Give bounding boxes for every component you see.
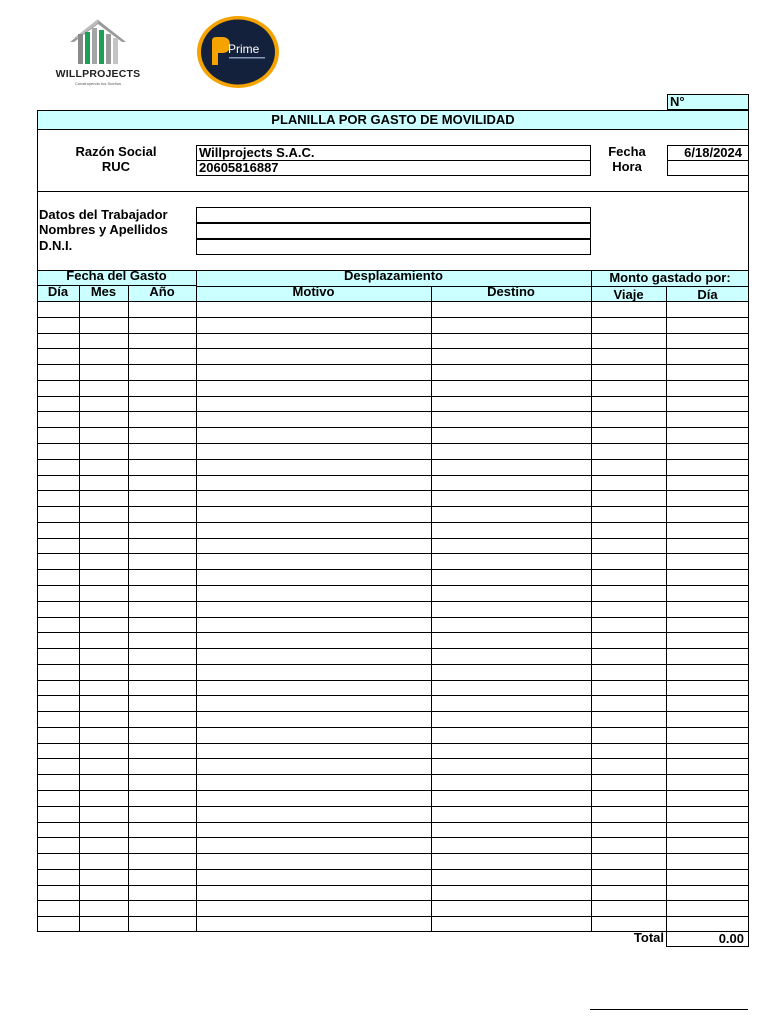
table-row-line <box>37 837 749 838</box>
willprojects-tagline: Construyendo tus Sueños <box>74 81 122 86</box>
table-row-line <box>37 475 749 476</box>
total-value: 0.00 <box>666 931 749 947</box>
table-column-line <box>128 301 129 932</box>
col-viaje: Viaje <box>613 287 644 302</box>
nombres-apellidos-label: Nombres y Apellidos <box>39 222 168 237</box>
willprojects-wordmark: WILLPROJECTS <box>55 68 141 80</box>
col-dia-monto: Día <box>697 287 718 302</box>
table-row-line <box>37 632 749 633</box>
table-row-line <box>37 490 749 491</box>
dni-label: D.N.I. <box>39 238 73 253</box>
table-row-line <box>37 427 749 428</box>
col-group-fecha-gasto: Fecha del Gasto <box>66 268 167 283</box>
signature-line <box>590 1009 748 1010</box>
nombres-apellidos-field[interactable] <box>196 223 591 239</box>
prime-logo <box>196 15 280 89</box>
table-row-line <box>37 743 749 744</box>
table-row-line <box>37 569 749 570</box>
table-row-line <box>37 301 749 302</box>
ruc-field[interactable]: 20605816887 <box>196 160 591 176</box>
dni-field[interactable] <box>196 239 591 255</box>
col-dia: Día <box>47 284 69 299</box>
willprojects-logo <box>48 14 148 90</box>
table-row-line <box>37 538 749 539</box>
table-column-line <box>666 301 667 932</box>
col-group-monto: Monto gastado por: <box>609 270 731 285</box>
table-row-line <box>37 585 749 586</box>
table-row-line <box>37 774 749 775</box>
table-row-line <box>37 916 749 917</box>
table-row-line <box>37 396 749 397</box>
table-column-line <box>431 301 432 932</box>
ruc-label: RUC <box>101 159 131 174</box>
table-row-line <box>37 459 749 460</box>
table-column-line <box>196 301 197 932</box>
page-title: PLANILLA POR GASTO DE MOVILIDAD <box>271 112 515 127</box>
table-row-line <box>37 680 749 681</box>
table-row-line <box>37 822 749 823</box>
razon-social-label: Razón Social <box>75 144 157 159</box>
table-row-line <box>37 869 749 870</box>
table-row-line <box>37 506 749 507</box>
willprojects-building-icon <box>48 14 148 68</box>
table-row-line <box>37 648 749 649</box>
hora-field[interactable] <box>667 160 749 176</box>
table-row-line <box>37 443 749 444</box>
col-destino: Destino <box>487 284 535 299</box>
table-column-line <box>37 301 38 932</box>
table-row-line <box>37 853 749 854</box>
datos-trabajador-field[interactable] <box>196 207 591 223</box>
table-row-line <box>37 601 749 602</box>
table-row-line <box>37 695 749 696</box>
table-row-line <box>37 333 749 334</box>
expense-table-body <box>37 301 749 932</box>
table-column-line <box>748 301 749 932</box>
table-row-line <box>37 900 749 901</box>
table-row-line <box>37 790 749 791</box>
col-mes: Mes <box>90 284 117 299</box>
table-row-line <box>37 364 749 365</box>
table-row-line <box>37 522 749 523</box>
col-anio: Año <box>149 284 175 299</box>
table-column-line <box>591 301 592 932</box>
table-row-line <box>37 711 749 712</box>
table-row-line <box>37 348 749 349</box>
table-row-line <box>37 553 749 554</box>
fecha-label: Fecha <box>608 144 646 159</box>
table-row-line <box>37 806 749 807</box>
number-label: N° <box>670 94 685 109</box>
table-row-line <box>37 617 749 618</box>
table-column-line <box>79 301 80 932</box>
datos-trabajador-label: Datos del Trabajador <box>39 207 168 222</box>
total-label: Total <box>633 930 664 945</box>
number-field[interactable] <box>667 94 749 110</box>
hora-label: Hora <box>612 159 642 174</box>
form-title-bar <box>37 110 749 130</box>
fecha-field[interactable]: 6/18/2024 <box>667 145 749 161</box>
table-row-line <box>37 317 749 318</box>
table-row-line <box>37 727 749 728</box>
col-motivo: Motivo <box>292 284 335 299</box>
table-row-line <box>37 411 749 412</box>
table-row-line <box>37 885 749 886</box>
col-group-desplazamiento: Desplazamiento <box>344 268 443 283</box>
table-row-line <box>37 758 749 759</box>
razon-social-field[interactable]: Willprojects S.A.C. <box>196 145 591 161</box>
table-row-line <box>37 664 749 665</box>
table-row-line <box>37 380 749 381</box>
form-divider <box>37 191 749 192</box>
prime-wordmark: Prime <box>228 42 260 56</box>
